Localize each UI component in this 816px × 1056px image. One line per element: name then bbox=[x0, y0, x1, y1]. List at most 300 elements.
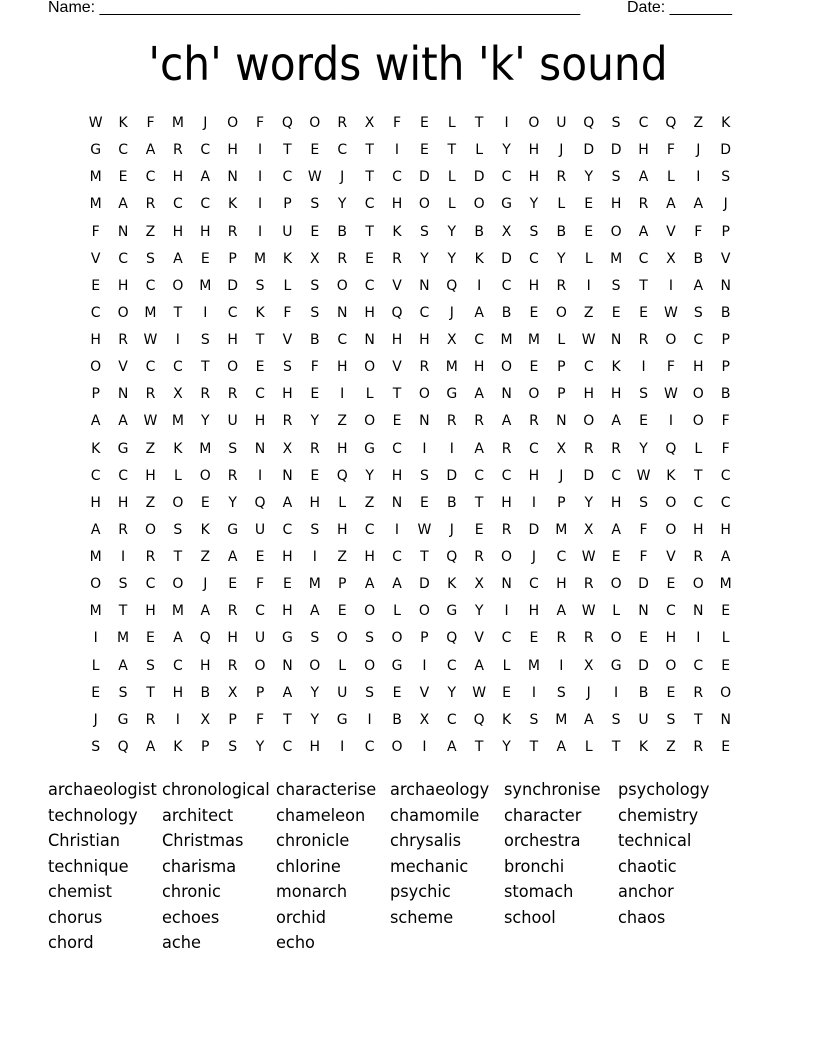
grid-letter[interactable]: S bbox=[228, 440, 238, 457]
grid-letter[interactable]: E bbox=[118, 169, 128, 186]
grid-letter[interactable]: O bbox=[144, 521, 156, 538]
grid-letter[interactable]: E bbox=[200, 494, 210, 511]
grid-letter[interactable]: J bbox=[586, 684, 591, 701]
grid-letter[interactable]: C bbox=[90, 467, 101, 484]
grid-letter[interactable]: X bbox=[583, 657, 594, 674]
grid-letter[interactable]: I bbox=[449, 440, 454, 457]
grid-letter[interactable]: N bbox=[720, 277, 731, 294]
grid-letter[interactable]: Y bbox=[337, 196, 347, 213]
grid-letter[interactable]: C bbox=[227, 304, 238, 321]
grid-letter[interactable]: O bbox=[90, 359, 102, 376]
grid-letter[interactable]: Q bbox=[336, 467, 348, 484]
grid-letter[interactable]: E bbox=[392, 413, 402, 430]
grid-letter[interactable]: A bbox=[173, 250, 183, 267]
grid-letter[interactable]: C bbox=[118, 250, 128, 267]
grid-letter[interactable]: B bbox=[720, 386, 731, 403]
grid-letter[interactable]: H bbox=[501, 494, 512, 511]
grid-letter[interactable]: F bbox=[256, 576, 265, 593]
grid-letter[interactable]: P bbox=[228, 711, 237, 728]
grid-letter[interactable]: H bbox=[610, 386, 622, 403]
grid-letter[interactable]: R bbox=[227, 657, 238, 674]
grid-letter[interactable]: E bbox=[392, 684, 402, 701]
grid-letter[interactable]: E bbox=[639, 304, 648, 321]
grid-letter[interactable]: I bbox=[504, 115, 509, 131]
grid-letter[interactable]: I bbox=[422, 440, 427, 457]
grid-letter[interactable]: E bbox=[721, 657, 731, 674]
grid-letter[interactable]: H bbox=[199, 223, 211, 240]
grid-letter[interactable]: R bbox=[282, 413, 293, 430]
grid-letter[interactable]: E bbox=[666, 684, 676, 701]
grid-letter[interactable]: R bbox=[529, 413, 539, 430]
grid-letter[interactable]: Y bbox=[447, 223, 457, 240]
grid-letter[interactable]: T bbox=[694, 467, 703, 484]
grid-letter[interactable]: N bbox=[610, 332, 622, 348]
grid-letter[interactable]: U bbox=[254, 521, 266, 538]
grid-letter[interactable]: A bbox=[310, 603, 320, 620]
grid-letter[interactable]: M bbox=[117, 630, 130, 647]
grid-letter[interactable]: M bbox=[144, 304, 157, 321]
grid-letter[interactable]: R bbox=[693, 549, 704, 565]
grid-letter[interactable]: V bbox=[474, 630, 484, 647]
grid-letter[interactable]: G bbox=[227, 521, 239, 538]
grid-letter[interactable]: S bbox=[419, 223, 429, 240]
grid-letter[interactable]: M bbox=[89, 603, 102, 620]
grid-letter[interactable]: C bbox=[693, 494, 704, 511]
grid-letter[interactable]: Z bbox=[145, 440, 156, 457]
grid-letter[interactable]: A bbox=[90, 521, 101, 538]
grid-letter[interactable]: H bbox=[227, 332, 238, 348]
grid-letter[interactable]: T bbox=[365, 142, 374, 159]
grid-letter[interactable]: B bbox=[200, 684, 211, 701]
grid-letter[interactable]: R bbox=[227, 386, 238, 403]
grid-letter[interactable]: I bbox=[257, 467, 263, 484]
grid-letter[interactable]: O bbox=[418, 386, 430, 403]
grid-letter[interactable]: M bbox=[253, 250, 267, 267]
grid-letter[interactable]: B bbox=[337, 223, 348, 240]
grid-letter[interactable]: O bbox=[90, 576, 102, 593]
grid-letter[interactable]: O bbox=[610, 630, 622, 647]
grid-letter[interactable]: G bbox=[610, 657, 622, 674]
grid-letter[interactable]: S bbox=[310, 630, 320, 647]
grid-letter[interactable]: F bbox=[146, 115, 155, 131]
grid-letter[interactable]: N bbox=[117, 223, 129, 240]
grid-letter[interactable]: B bbox=[474, 223, 484, 240]
grid-letter[interactable]: R bbox=[200, 386, 211, 403]
grid-letter[interactable]: A bbox=[145, 738, 156, 755]
grid-letter[interactable]: F bbox=[256, 115, 265, 131]
grid-letter[interactable]: Q bbox=[446, 549, 458, 565]
grid-letter[interactable]: C bbox=[693, 332, 704, 348]
grid-letter[interactable]: K bbox=[255, 304, 265, 321]
grid-letter[interactable]: F bbox=[392, 115, 402, 131]
grid-letter[interactable]: L bbox=[393, 603, 401, 620]
grid-letter[interactable]: L bbox=[721, 630, 730, 647]
grid-letter[interactable]: A bbox=[501, 413, 512, 430]
grid-letter[interactable]: E bbox=[419, 494, 429, 511]
grid-letter[interactable]: O bbox=[528, 386, 540, 403]
grid-letter[interactable]: K bbox=[228, 196, 238, 213]
name-field[interactable]: Name: ______________________________________________________ bbox=[48, 0, 581, 16]
grid-letter[interactable]: L bbox=[612, 603, 621, 620]
grid-letter[interactable]: T bbox=[365, 169, 374, 186]
grid-letter[interactable]: N bbox=[693, 603, 704, 620]
grid-letter[interactable]: D bbox=[638, 657, 649, 674]
grid-letter[interactable]: E bbox=[584, 196, 594, 213]
grid-letter[interactable]: H bbox=[90, 494, 101, 511]
grid-letter[interactable]: I bbox=[668, 413, 673, 430]
grid-letter[interactable]: C bbox=[90, 304, 101, 321]
grid-letter[interactable]: R bbox=[446, 413, 457, 430]
grid-letter[interactable]: E bbox=[200, 250, 210, 267]
grid-letter[interactable]: R bbox=[501, 521, 512, 538]
grid-letter[interactable]: W bbox=[663, 304, 678, 321]
grid-letter[interactable]: L bbox=[91, 657, 100, 674]
grid-letter[interactable]: H bbox=[282, 549, 293, 565]
grid-letter[interactable]: E bbox=[639, 630, 648, 647]
grid-letter[interactable]: E bbox=[529, 304, 539, 321]
grid-letter[interactable]: Q bbox=[117, 738, 129, 755]
grid-letter[interactable]: O bbox=[172, 494, 184, 511]
grid-letter[interactable]: T bbox=[474, 738, 484, 755]
grid-letter[interactable]: C bbox=[118, 142, 128, 159]
grid-letter[interactable]: N bbox=[227, 169, 238, 186]
grid-letter[interactable]: N bbox=[501, 386, 512, 403]
grid-letter[interactable]: F bbox=[639, 521, 648, 538]
grid-letter[interactable]: I bbox=[121, 549, 126, 565]
grid-letter[interactable]: R bbox=[638, 332, 649, 348]
grid-letter[interactable]: S bbox=[118, 684, 128, 701]
grid-letter[interactable]: C bbox=[282, 169, 293, 186]
grid-letter[interactable]: H bbox=[610, 494, 622, 511]
grid-letter[interactable]: E bbox=[310, 386, 320, 403]
grid-letter[interactable]: T bbox=[173, 549, 183, 565]
grid-letter[interactable]: O bbox=[665, 521, 677, 538]
grid-letter[interactable]: O bbox=[336, 277, 348, 294]
grid-letter[interactable]: Z bbox=[337, 413, 347, 430]
grid-letter[interactable]: L bbox=[447, 169, 456, 186]
grid-letter[interactable]: A bbox=[556, 603, 567, 620]
grid-letter[interactable]: P bbox=[721, 332, 730, 348]
grid-letter[interactable]: S bbox=[611, 115, 621, 131]
grid-letter[interactable]: A bbox=[474, 657, 484, 674]
grid-letter[interactable]: R bbox=[611, 440, 621, 457]
grid-letter[interactable]: F bbox=[310, 359, 319, 376]
grid-letter[interactable]: R bbox=[118, 521, 128, 538]
grid-letter[interactable]: X bbox=[310, 250, 320, 267]
grid-letter[interactable]: S bbox=[310, 521, 320, 538]
grid-letter[interactable]: S bbox=[118, 576, 128, 593]
grid-letter[interactable]: S bbox=[611, 711, 621, 728]
grid-letter[interactable]: O bbox=[336, 630, 348, 647]
grid-letter[interactable]: M bbox=[171, 603, 184, 620]
grid-letter[interactable]: C bbox=[364, 521, 375, 538]
grid-letter[interactable]: I bbox=[93, 630, 98, 647]
grid-letter[interactable]: O bbox=[117, 304, 129, 321]
grid-letter[interactable]: K bbox=[200, 521, 210, 538]
grid-letter[interactable]: P bbox=[91, 386, 100, 403]
grid-letter[interactable]: S bbox=[310, 277, 320, 294]
grid-letter[interactable]: R bbox=[118, 332, 128, 348]
grid-letter[interactable]: L bbox=[338, 657, 347, 674]
grid-letter[interactable]: B bbox=[556, 223, 567, 240]
grid-letter[interactable]: F bbox=[256, 711, 265, 728]
grid-letter[interactable]: R bbox=[337, 250, 348, 267]
grid-letter[interactable]: M bbox=[89, 196, 102, 213]
grid-letter[interactable]: E bbox=[529, 359, 539, 376]
grid-letter[interactable]: L bbox=[447, 115, 456, 131]
grid-letter[interactable]: S bbox=[611, 277, 621, 294]
grid-letter[interactable]: K bbox=[282, 250, 293, 267]
grid-letter[interactable]: I bbox=[175, 332, 180, 348]
grid-letter[interactable]: D bbox=[528, 521, 540, 538]
grid-letter[interactable]: E bbox=[419, 115, 429, 131]
grid-letter[interactable]: O bbox=[391, 738, 403, 755]
grid-letter[interactable]: O bbox=[501, 549, 513, 565]
grid-letter[interactable]: I bbox=[422, 738, 427, 755]
grid-letter[interactable]: O bbox=[172, 576, 184, 593]
grid-letter[interactable]: B bbox=[392, 711, 402, 728]
grid-letter[interactable]: Y bbox=[502, 142, 511, 159]
grid-letter[interactable]: D bbox=[720, 142, 732, 159]
grid-letter[interactable]: H bbox=[665, 630, 677, 647]
grid-letter[interactable]: N bbox=[364, 332, 375, 348]
grid-letter[interactable]: I bbox=[531, 684, 537, 701]
grid-letter[interactable]: A bbox=[474, 440, 484, 457]
grid-letter[interactable]: N bbox=[720, 711, 731, 728]
grid-letter[interactable]: Q bbox=[665, 115, 677, 131]
grid-letter[interactable]: C bbox=[200, 142, 211, 159]
grid-letter[interactable]: E bbox=[91, 684, 101, 701]
grid-letter[interactable]: P bbox=[255, 684, 265, 701]
grid-letter[interactable]: X bbox=[227, 684, 238, 701]
grid-letter[interactable]: Q bbox=[665, 440, 677, 457]
grid-letter[interactable]: C bbox=[556, 549, 567, 565]
grid-letter[interactable]: Y bbox=[639, 440, 648, 457]
grid-letter[interactable]: H bbox=[90, 332, 101, 348]
grid-letter[interactable]: N bbox=[419, 277, 430, 294]
grid-letter[interactable]: I bbox=[477, 277, 482, 294]
grid-letter[interactable]: J bbox=[559, 467, 564, 484]
grid-letter[interactable]: W bbox=[307, 169, 322, 186]
grid-letter[interactable]: H bbox=[391, 332, 403, 348]
grid-letter[interactable]: O bbox=[391, 630, 403, 647]
grid-letter[interactable]: Y bbox=[365, 467, 374, 484]
grid-letter[interactable]: C bbox=[419, 304, 430, 321]
grid-letter[interactable]: I bbox=[175, 711, 180, 728]
grid-letter[interactable]: H bbox=[227, 630, 238, 647]
grid-letter[interactable]: D bbox=[638, 576, 649, 593]
grid-letter[interactable]: O bbox=[665, 494, 677, 511]
grid-letter[interactable]: E bbox=[337, 603, 347, 620]
grid-letter[interactable]: X bbox=[446, 332, 457, 348]
grid-letter[interactable]: C bbox=[392, 169, 402, 186]
grid-letter[interactable]: Z bbox=[200, 549, 211, 565]
grid-letter[interactable]: F bbox=[666, 359, 675, 376]
grid-letter[interactable]: C bbox=[474, 332, 485, 348]
grid-letter[interactable]: L bbox=[557, 196, 566, 213]
grid-letter[interactable]: S bbox=[146, 250, 155, 267]
grid-letter[interactable]: T bbox=[200, 359, 210, 376]
grid-letter[interactable]: S bbox=[556, 684, 566, 701]
grid-letter[interactable]: U bbox=[227, 413, 238, 430]
grid-letter[interactable]: R bbox=[583, 576, 594, 593]
grid-letter[interactable]: P bbox=[337, 576, 347, 593]
grid-letter[interactable]: W bbox=[581, 603, 596, 620]
grid-letter[interactable]: R bbox=[583, 440, 594, 457]
grid-letter[interactable]: J bbox=[449, 304, 454, 321]
grid-letter[interactable]: Z bbox=[337, 549, 347, 565]
grid-letter[interactable]: G bbox=[282, 630, 293, 647]
grid-letter[interactable]: E bbox=[255, 359, 265, 376]
grid-letter[interactable]: L bbox=[694, 440, 703, 457]
grid-letter[interactable]: S bbox=[419, 467, 429, 484]
grid-letter[interactable]: U bbox=[282, 223, 293, 240]
grid-letter[interactable]: Y bbox=[228, 494, 237, 511]
grid-letter[interactable]: G bbox=[446, 386, 458, 403]
grid-letter[interactable]: C bbox=[364, 196, 375, 213]
grid-letter[interactable]: M bbox=[555, 521, 568, 538]
grid-letter[interactable]: H bbox=[528, 277, 540, 294]
grid-letter[interactable]: H bbox=[117, 494, 129, 511]
grid-letter[interactable]: U bbox=[337, 684, 348, 701]
grid-letter[interactable]: A bbox=[583, 711, 594, 728]
grid-letter[interactable]: U bbox=[638, 711, 649, 728]
grid-letter[interactable]: V bbox=[392, 277, 402, 294]
grid-letter[interactable]: H bbox=[199, 657, 211, 674]
grid-letter[interactable]: T bbox=[146, 684, 155, 701]
grid-letter[interactable]: O bbox=[665, 332, 677, 348]
grid-letter[interactable]: T bbox=[118, 603, 128, 620]
grid-letter[interactable]: R bbox=[337, 115, 348, 131]
grid-letter[interactable]: W bbox=[636, 467, 651, 484]
grid-letter[interactable]: E bbox=[283, 576, 292, 593]
grid-letter[interactable]: A bbox=[118, 196, 128, 213]
grid-letter[interactable]: F bbox=[721, 440, 730, 457]
grid-letter[interactable]: D bbox=[501, 250, 512, 267]
grid-letter[interactable]: D bbox=[418, 576, 430, 593]
grid-letter[interactable]: N bbox=[419, 413, 430, 430]
grid-letter[interactable]: W bbox=[417, 521, 432, 538]
grid-letter[interactable]: A bbox=[556, 738, 567, 755]
grid-letter[interactable]: E bbox=[310, 223, 320, 240]
grid-letter[interactable]: N bbox=[391, 494, 403, 511]
grid-letter[interactable]: A bbox=[446, 738, 457, 755]
grid-letter[interactable]: Q bbox=[281, 115, 293, 131]
grid-letter[interactable]: H bbox=[720, 521, 731, 538]
grid-letter[interactable]: V bbox=[720, 250, 731, 267]
grid-letter[interactable]: P bbox=[557, 494, 566, 511]
grid-letter[interactable]: I bbox=[531, 494, 537, 511]
grid-letter[interactable]: C bbox=[583, 359, 594, 376]
grid-letter[interactable]: R bbox=[392, 250, 402, 267]
grid-letter[interactable]: W bbox=[663, 386, 678, 403]
grid-letter[interactable]: X bbox=[173, 386, 183, 403]
grid-letter[interactable]: Y bbox=[474, 603, 484, 620]
grid-letter[interactable]: E bbox=[639, 413, 648, 430]
grid-letter[interactable]: C bbox=[145, 169, 156, 186]
grid-letter[interactable]: O bbox=[610, 576, 622, 593]
grid-letter[interactable]: F bbox=[91, 223, 100, 240]
grid-letter[interactable]: A bbox=[90, 413, 101, 430]
grid-letter[interactable]: C bbox=[529, 440, 539, 457]
grid-letter[interactable]: M bbox=[308, 576, 321, 593]
grid-letter[interactable]: C bbox=[392, 440, 402, 457]
grid-letter[interactable]: R bbox=[145, 386, 156, 403]
grid-letter[interactable]: A bbox=[693, 196, 704, 213]
grid-letter[interactable]: R bbox=[693, 684, 704, 701]
grid-letter[interactable]: O bbox=[692, 413, 704, 430]
grid-letter[interactable]: C bbox=[529, 576, 539, 593]
grid-letter[interactable]: H bbox=[556, 576, 567, 593]
grid-letter[interactable]: T bbox=[474, 494, 484, 511]
grid-letter[interactable]: I bbox=[559, 657, 564, 674]
grid-letter[interactable]: Y bbox=[529, 196, 539, 213]
grid-letter[interactable]: S bbox=[639, 386, 648, 403]
grid-letter[interactable]: E bbox=[91, 277, 101, 294]
grid-letter[interactable]: N bbox=[282, 657, 293, 674]
grid-letter[interactable]: S bbox=[529, 223, 539, 240]
grid-letter[interactable]: O bbox=[418, 603, 430, 620]
grid-letter[interactable]: J bbox=[723, 196, 728, 213]
grid-letter[interactable]: M bbox=[199, 440, 212, 457]
grid-letter[interactable]: M bbox=[500, 332, 513, 348]
grid-letter[interactable]: J bbox=[340, 169, 345, 186]
grid-letter[interactable]: H bbox=[364, 549, 375, 565]
grid-letter[interactable]: E bbox=[310, 467, 320, 484]
grid-letter[interactable]: X bbox=[556, 440, 567, 457]
grid-letter[interactable]: G bbox=[391, 657, 403, 674]
grid-letter[interactable]: X bbox=[666, 250, 676, 267]
grid-letter[interactable]: C bbox=[172, 196, 183, 213]
grid-letter[interactable]: P bbox=[283, 196, 292, 213]
grid-letter[interactable]: Z bbox=[583, 304, 594, 321]
grid-letter[interactable]: I bbox=[586, 277, 591, 294]
grid-letter[interactable]: H bbox=[336, 521, 348, 538]
grid-letter[interactable]: O bbox=[227, 359, 239, 376]
grid-letter[interactable]: C bbox=[145, 576, 156, 593]
grid-letter[interactable]: O bbox=[610, 223, 622, 240]
grid-letter[interactable]: L bbox=[502, 657, 511, 674]
grid-letter[interactable]: Q bbox=[473, 711, 485, 728]
grid-letter[interactable]: L bbox=[584, 738, 593, 755]
grid-letter[interactable]: T bbox=[529, 738, 539, 755]
grid-letter[interactable]: D bbox=[446, 467, 458, 484]
grid-letter[interactable]: H bbox=[610, 196, 622, 213]
grid-letter[interactable]: C bbox=[337, 332, 348, 348]
grid-letter[interactable]: A bbox=[173, 630, 183, 647]
grid-letter[interactable]: I bbox=[696, 169, 701, 186]
grid-letter[interactable]: R bbox=[145, 196, 156, 213]
grid-letter[interactable]: Y bbox=[310, 711, 320, 728]
grid-letter[interactable]: E bbox=[228, 576, 238, 593]
grid-letter[interactable]: J bbox=[203, 115, 208, 131]
grid-letter[interactable]: F bbox=[721, 413, 730, 430]
grid-letter[interactable]: J bbox=[93, 711, 98, 728]
grid-letter[interactable]: J bbox=[531, 549, 537, 565]
grid-letter[interactable]: O bbox=[172, 277, 184, 294]
grid-letter[interactable]: O bbox=[364, 603, 376, 620]
grid-letter[interactable]: O bbox=[364, 359, 376, 376]
grid-letter[interactable]: X bbox=[364, 115, 375, 131]
grid-letter[interactable]: I bbox=[257, 223, 263, 240]
grid-letter[interactable]: I bbox=[614, 684, 619, 701]
grid-letter[interactable]: O bbox=[309, 657, 321, 674]
grid-letter[interactable]: A bbox=[720, 549, 731, 565]
grid-letter[interactable]: H bbox=[391, 467, 403, 484]
grid-letter[interactable]: S bbox=[365, 684, 375, 701]
grid-letter[interactable]: T bbox=[173, 304, 183, 321]
grid-letter[interactable]: H bbox=[391, 196, 403, 213]
